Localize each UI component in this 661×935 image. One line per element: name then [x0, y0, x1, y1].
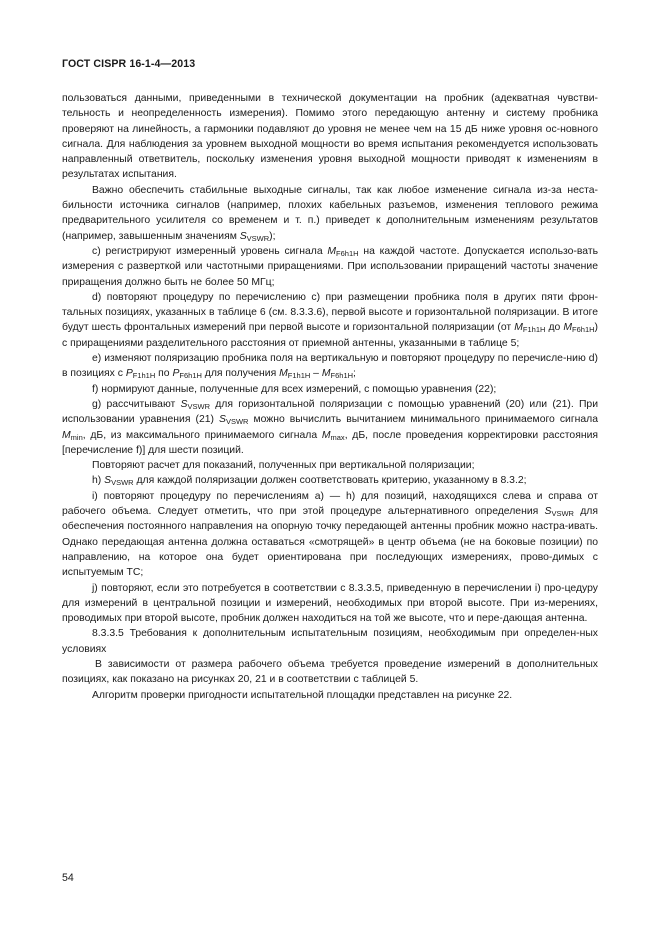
item-f: f) нормируют данные, полученные для всех измерений, с помощью уравнения (22);	[92, 383, 497, 395]
item-i: i) повторяют процедуру по перечислениям a) — h) для позиций, находящихся слева и справа от рабочего объема. Следует отметить, что при этой процедуре альтернативного определения $S_{VSWR}$ для обеспечения постоянного направления на опорную точку передающей антенны пробник можно настра-ивать. Однако передающая антенна должна оставаться «смотрящей» в центр объема (не на боковые позиции) по направлению, на которое она будет ориентирована при последующих измерениях, прово-димых с испытуемым ТС;	[62, 490, 599, 579]
paragraph-additional-positions: В зависимости от размера рабочего объема требуется проведение измерений в дополнительных позициях, как показано на рисунках 20, 21 и в соответствии с таблицей 5.	[62, 658, 598, 686]
item-d: d) повторяют процедуру по перечислению c) при размещении пробника поля в других пяти фрон-тальных позициях, указанных в таблице 6 (см. 8.3.3.6), первой высоте и горизонтальной поляризации. В итоге будут шесть фронтальных измерений при первой высоте и горизонтальной поляризации (от $M_{F1h1H}$ до $M_{F6h1H}$) с приращениями разделительного расстояния от приемной антенны, указанными в таблице 5;	[62, 291, 598, 349]
paragraph-stable-signals: Важно обеспечить стабильные выходные сигналы, так как любое изменение сигнала из-за неста-бильности источника сигналов (например, плохих кабельных разъемов, изменения теплового режима предварительного усилителя со временем и т. п.) приведет к дополнительным изменениям результатов (например, завышенным значениям $S_{VSWR}$);	[62, 184, 598, 243]
item-g: g) рассчитывают $S_{VSWR}$ для горизонтальной поляризации с помощью уравнений (20) или (21). При использовании уравнения (21) $S_{VSWR}$ можно вычислить вычитанием минимального принимаемого сигнала $M_{min}$, дБ, из максимального принимаемого сигнала $M_{max}$, дБ, после проведения корректировки расстояния [перечисление f)] для шести позиций.	[62, 398, 599, 456]
paragraph-probe-docs: пользоваться данными, приведенными в технической документации на пробник (адекватная чувстви-тельность и неопределенность измерения). Помимо этого передающую антенну и систему пробника проверяют на линейность, а гармоники подавляют до уровня не менее чем на 15 дБ ниже уровня ос-новного сигнала. Для наблюдения за уровнем выходной мощности во время испытания рекомендуется использовать направленный ответвитель, поскольку изменения уровня выходной мощности приводят к изменениям в результатах испытания.	[62, 93, 598, 181]
page-number: 54	[62, 872, 74, 884]
item-c: c) регистрируют измеренный уровень сигнала $M_{F6h1H}$ на каждой частоте. Допускается использо-вать измерения с разверткой или частотными приращениями. При использовании приращений частоты значение приращения должно быть не более 50 МГц;	[62, 245, 599, 288]
paragraph-repeat: Повторяют расчет для показаний, полученных при вертикальной поляризации;	[92, 460, 475, 472]
body-text	[62, 91, 598, 703]
paragraph-algorithm: Алгоритм проверки пригодности испытательной площадки представлен на рисунке 22.	[92, 689, 513, 701]
item-e: e) изменяют поляризацию пробника поля на вертикальную и повторяют процедуру по перечисле-нию d) в позициях с $P_{F1h1H}$ по $P_{F6h1H}$ для получения $M_{F1h1H} - M_{F6h1H}$;	[62, 353, 598, 381]
item-j: j) повторяют, если это потребуется в соответствии с 8.3.3.5, приведенную в перечислении i) про-цедуру для измерений в центральной позиции и измерений, необходимых при второй высоте. При из-мерениях, проводимых при второй высоте, пробник должен находиться на той же высоте, что и пере-дающая антенна.	[62, 582, 598, 625]
item-h: h) $S_{VSWR}$ для каждой поляризации должен соответствовать критерию, указанному в 8.3.2;	[92, 475, 527, 488]
standard-title: ГОСТ CISPR 16-1-4—2013	[62, 58, 196, 70]
section-8-3-3-5: 8.3.3.5 Требования к дополнительным испытательным позициям, необходимым при определен-ных условиях	[62, 628, 598, 655]
